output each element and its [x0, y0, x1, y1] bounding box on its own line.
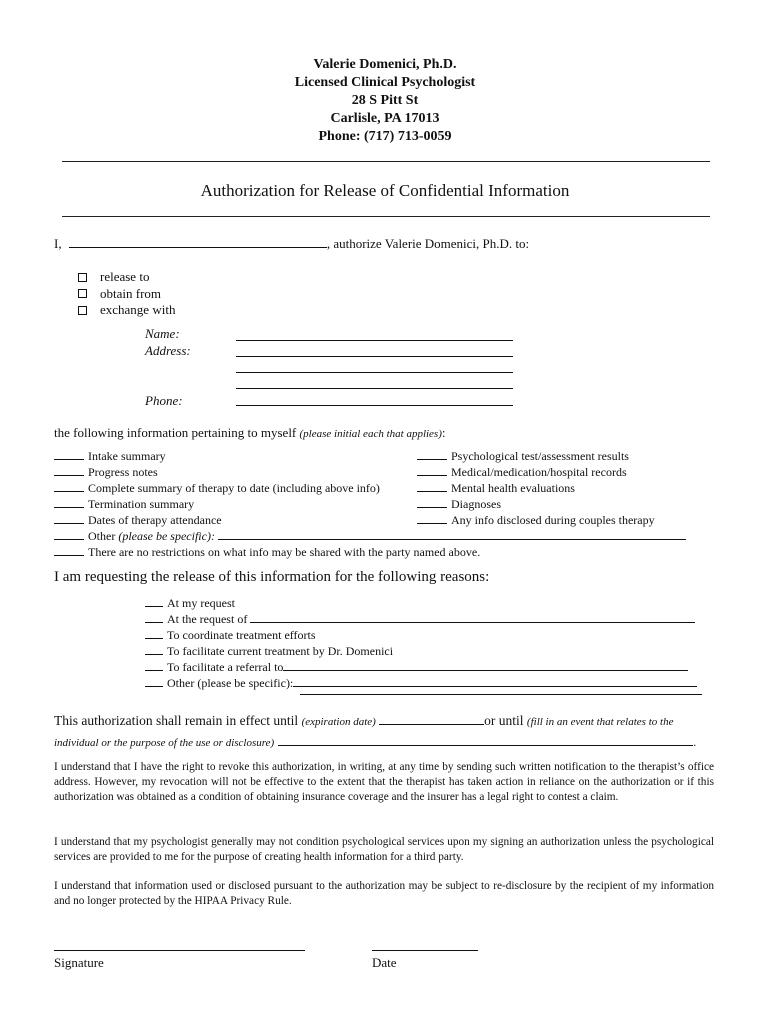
info-no-restrictions: There are no restrictions on what info may be shared with the party named above. [54, 544, 686, 560]
referral-field[interactable] [283, 659, 688, 671]
header-divider [62, 161, 710, 162]
authorize-line [54, 236, 529, 252]
expiration-line-2: individual or the purpose of the use or disclosure) . [54, 735, 697, 749]
initial-field[interactable] [417, 448, 447, 460]
initial-field[interactable] [417, 512, 447, 524]
expiration-line-1: This authorization shall remain in effect until (expiration date) or until (fill in an event that relates to the [54, 713, 674, 728]
initial-field[interactable] [54, 480, 84, 492]
title-divider [62, 216, 710, 217]
info-item: Diagnoses [417, 496, 655, 512]
reason-check-field[interactable] [145, 595, 163, 607]
city-state-zip: Carlisle, PA 17013 [330, 111, 440, 126]
requester-field[interactable] [250, 611, 695, 623]
expiration-event-field[interactable] [278, 734, 693, 746]
info-other: Other (please be specific): [54, 528, 686, 544]
practitioner-credential: Licensed Clinical Psychologist [294, 75, 476, 90]
action-release: release to [78, 269, 175, 286]
initial-field[interactable] [417, 464, 447, 476]
info-right-column [417, 448, 655, 528]
release-checkbox[interactable] [78, 273, 87, 282]
reasons-list [145, 595, 697, 691]
reason-item: To facilitate a referral to [145, 659, 697, 675]
expiration-date-field[interactable] [379, 713, 484, 725]
date-label: Date [372, 955, 397, 970]
reason-check-field[interactable] [145, 675, 163, 687]
info-item: Psychological test/assessment results [417, 448, 655, 464]
phone-label: Phone: [145, 393, 183, 408]
recipient-name-field[interactable] [236, 340, 513, 341]
info-item: Medical/medication/hospital records [417, 464, 655, 480]
info-item: Dates of therapy attendance [54, 512, 686, 528]
other-reason-field-2[interactable] [300, 694, 702, 695]
info-item: Progress notes [54, 464, 686, 480]
recipient-address-field-1[interactable] [236, 356, 513, 357]
info-intro-note: (please initial each that applies) [299, 428, 442, 440]
reasons-heading: I am requesting the release of this information for the following reasons: [54, 569, 490, 585]
info-item: Termination summary [54, 496, 686, 512]
revocation-paragraph: I understand that I have the right to revoke this authorization, in writing, at any time by sending such written notification to the therapist’s office address. However, my revocation will not be effective to the extent that the therapist has taken action in reliance on the authorization or if this authorization was obtained as a condition of obtaining insurance coverage and the insurer has a legal right to contest a claim. [54, 761, 714, 803]
signature-label: Signature [54, 955, 104, 970]
initial-field[interactable] [54, 496, 84, 508]
exchange-checkbox[interactable] [78, 306, 87, 315]
reason-check-field[interactable] [145, 643, 163, 655]
info-item: Intake summary [54, 448, 686, 464]
conditioning-paragraph: I understand that my psychologist generally may not condition psychological services upon my signing an authorization unless the psychological services are provided to me for the purpose of creating health information for a third party. [54, 836, 714, 863]
reason-item: Other (please be specific): [145, 675, 697, 691]
reason-item: To coordinate treatment efforts [145, 627, 697, 643]
initial-field[interactable] [54, 544, 84, 556]
name-label: Name: [145, 326, 180, 341]
form-title: Authorization for Release of Confidential Information [200, 181, 570, 200]
reason-check-field[interactable] [145, 627, 163, 639]
redisclosure-paragraph: I understand that information used or disclosed pursuant to the authorization may be subject to re-disclosure by the recipient of my information and no longer protected by the HIPAA Privacy Rule. [54, 880, 714, 907]
authorize-suffix: , authorize Valerie Domenici, Ph.D. to: [326, 236, 530, 251]
action-exchange: exchange with [78, 302, 175, 319]
reason-check-field[interactable] [145, 659, 163, 671]
patient-name-field[interactable] [69, 236, 327, 248]
recipient-address-field-3[interactable] [236, 388, 513, 389]
authorize-prefix: I, [54, 236, 62, 251]
street-address: 28 S Pitt St [351, 93, 419, 108]
initial-field[interactable] [417, 480, 447, 492]
info-item: Mental health evaluations [417, 480, 655, 496]
reason-item: At the request of [145, 611, 697, 627]
initial-field[interactable] [54, 528, 84, 540]
initial-field[interactable] [54, 464, 84, 476]
reason-item: At my request [145, 595, 697, 611]
initial-field[interactable] [417, 496, 447, 508]
obtain-checkbox[interactable] [78, 289, 87, 298]
recipient-address-field-2[interactable] [236, 372, 513, 373]
reason-check-field[interactable] [145, 611, 163, 623]
practitioner-name: Valerie Domenici, Ph.D. [313, 57, 457, 72]
other-reason-field[interactable] [293, 675, 697, 687]
info-intro: the following information pertaining to myself (please initial each that applies): [54, 425, 446, 440]
date-field[interactable] [372, 950, 478, 951]
info-item: Complete summary of therapy to date (including above info) [54, 480, 686, 496]
signature-field[interactable] [54, 950, 305, 951]
address-label: Address: [145, 343, 191, 358]
recipient-phone-field[interactable] [236, 405, 513, 406]
initial-field[interactable] [54, 512, 84, 524]
other-info-field[interactable] [218, 528, 686, 540]
info-item: Any info disclosed during couples therapy [417, 512, 655, 528]
phone-number: Phone: (717) 713-0059 [318, 129, 452, 144]
action-obtain: obtain from [78, 286, 175, 303]
action-options [78, 269, 175, 319]
letterhead [0, 56, 770, 146]
reason-item: To facilitate current treatment by Dr. Domenici [145, 643, 697, 659]
initial-field[interactable] [54, 448, 84, 460]
